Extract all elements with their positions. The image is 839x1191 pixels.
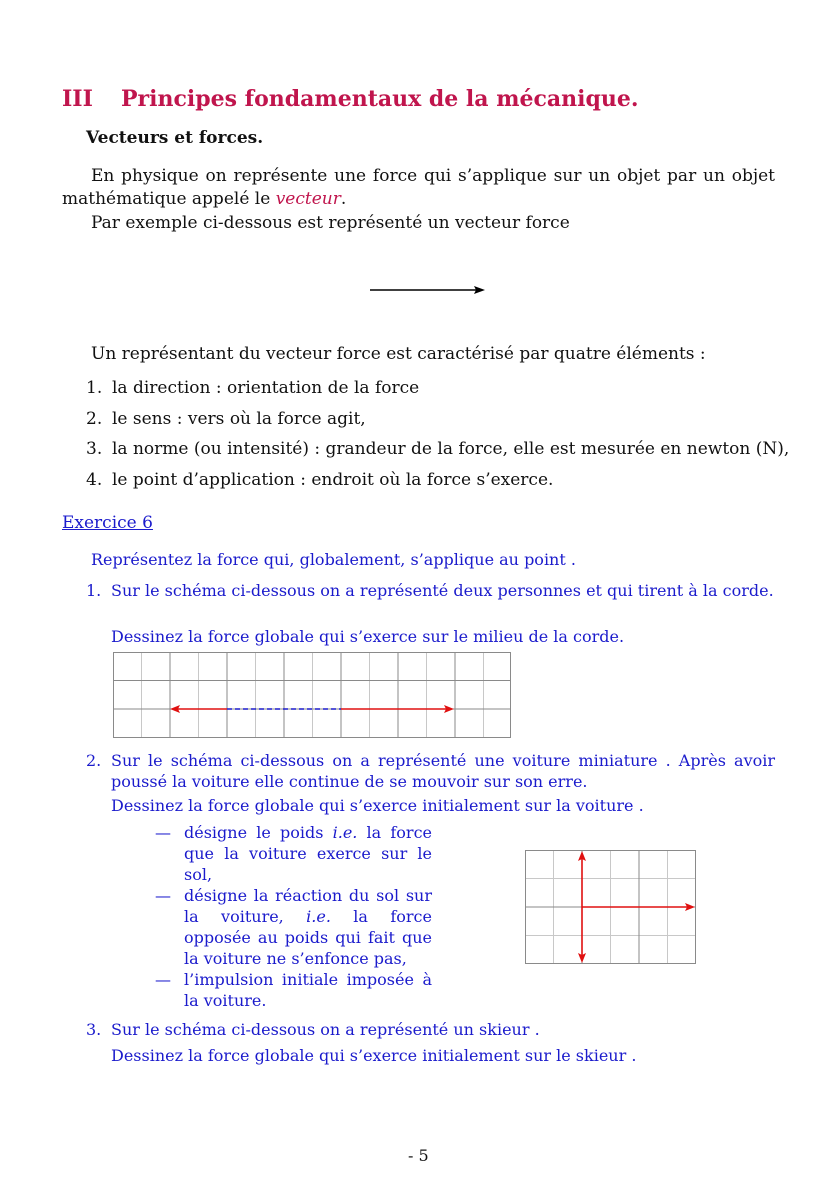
vector-force-figure — [368, 283, 488, 297]
rope-grid-figure — [113, 652, 512, 739]
list-item — [86, 469, 789, 500]
question-1-task: Dessinez la force globale qui s’exerce sur le milieu de la corde. — [111, 627, 625, 646]
dash: — — [155, 886, 171, 905]
list-text: la direction : orientation de la force — [112, 378, 420, 398]
list-item — [86, 408, 789, 439]
question-text: Sur le schéma ci-dessous on a représenté une voiture miniature . Après avoir poussé la voiture elle continue de se mouvoir sur son erre. — [111, 751, 775, 791]
exercise-intro: Représentez la force qui, globalement, s’applique au point . — [91, 550, 576, 569]
list-item — [86, 377, 789, 408]
question-3 — [86, 1019, 775, 1040]
list-item — [86, 438, 789, 469]
intro-paragraph — [62, 165, 775, 211]
question-1 — [86, 580, 775, 601]
section-number: III — [62, 86, 93, 112]
legend-text: la force que la voiture exerce sur le sol, — [184, 823, 433, 884]
question-number: 2. — [86, 751, 102, 770]
question-number: 3. — [86, 1020, 102, 1039]
legend-emphasis: i.e. — [332, 823, 358, 842]
vector-term: vecteur — [275, 189, 341, 209]
example-paragraph: Par exemple ci-dessous est représenté un vecteur force — [91, 213, 570, 233]
legend-emphasis: i.e. — [306, 907, 331, 926]
list-number: 1. — [86, 378, 103, 398]
intro-text-end: . — [340, 189, 347, 209]
legend-item — [155, 969, 432, 1011]
question-3-task: Dessinez la force globale qui s’exerce initialement sur le skieur . — [111, 1046, 637, 1065]
subsection-title: Vecteurs et forces. — [86, 128, 264, 148]
list-number: 3. — [86, 439, 103, 459]
page-number: - 5 — [408, 1146, 429, 1165]
exercise-title[interactable]: Exercice 6 — [62, 513, 153, 533]
question-2-task: Dessinez la force globale qui s’exerce initialement sur la voiture . — [111, 796, 644, 815]
list-text: le point d’application : endroit où la force s’exerce. — [112, 469, 554, 490]
question-text: Sur le schéma ci-dessous on a représenté deux personnes et qui tirent à la corde. — [111, 581, 774, 600]
question-2 — [86, 750, 775, 792]
list-number: 2. — [86, 408, 103, 429]
characteristics-list — [86, 377, 789, 499]
rope-grid — [142, 652, 484, 738]
list-text: la norme (ou intensité) : grandeur de la force, elle est mesurée en newton (N), — [112, 439, 790, 459]
dash: — — [155, 970, 171, 989]
section-title-text: Principes fondamentaux de la mécanique. — [121, 86, 639, 112]
forces-legend-list — [155, 822, 432, 1011]
legend-item — [155, 822, 432, 885]
car-forces-figure — [525, 850, 697, 965]
list-text: le sens : vers où la force agit, — [112, 408, 366, 429]
legend-text: désigne la réaction du sol sur la voiture, — [184, 886, 432, 926]
characteristics-intro: Un représentant du vecteur force est caractérisé par quatre éléments : — [91, 344, 706, 364]
legend-text: la force opposée au poids qui fait que la voiture ne s’enfonce pas, — [184, 907, 432, 968]
legend-text: l’impulsion initiale imposée à la voiture. — [184, 970, 432, 1010]
legend-item — [155, 885, 432, 969]
list-number: 4. — [86, 469, 103, 490]
intro-text: En physique on représente une force qui s’applique sur un objet par un objet mathématique appelé le — [62, 166, 775, 209]
question-number: 1. — [86, 581, 102, 600]
legend-text: désigne le poids — [184, 823, 333, 842]
question-text: Sur le schéma ci-dessous on a représenté un skieur . — [111, 1020, 540, 1039]
section-title — [62, 86, 639, 112]
dash: — — [155, 823, 171, 842]
